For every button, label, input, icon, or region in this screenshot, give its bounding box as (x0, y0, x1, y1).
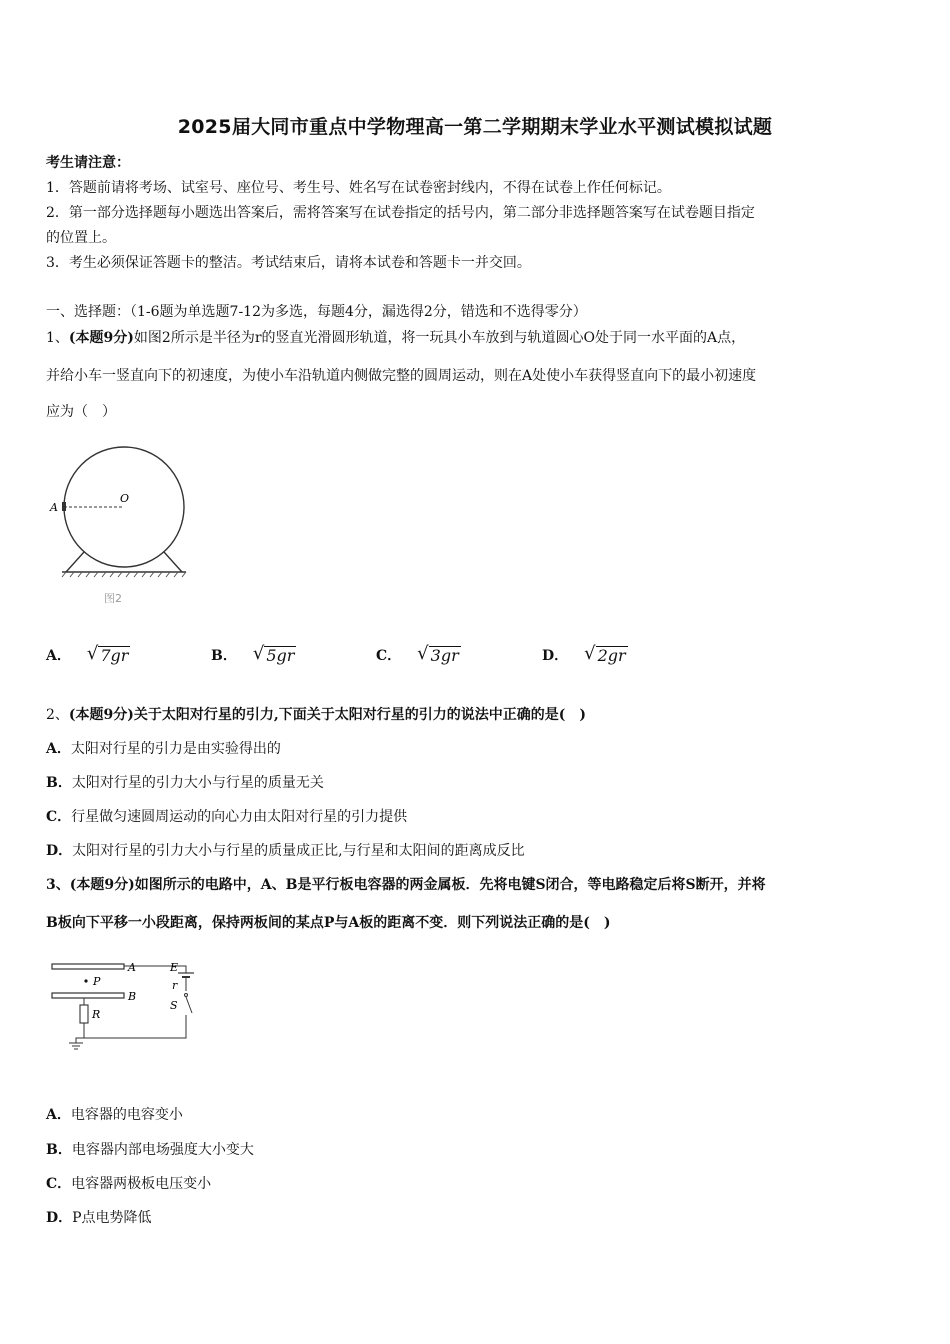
option-label: C． (46, 809, 72, 825)
q1-number: 1、 (46, 330, 69, 346)
q3-option-c[interactable] (46, 1173, 211, 1193)
section-heading: 一、选择题：（1-6题为单选题7-12为多选，每题4分，漏选得2分，错选和不选得零分） (46, 304, 587, 320)
option-label: D． (542, 648, 569, 664)
option-text: 行星做匀速圆周运动的向心力由太阳对行星的引力提供 (71, 809, 408, 825)
q2-stem (46, 704, 586, 724)
notice-heading: 考生请注意： (46, 155, 130, 171)
option-text: 太阳对行星的引力是由实验得出的 (70, 741, 281, 757)
option-label: A． (46, 1107, 71, 1123)
option-text: 电容器内部电场强度大小变大 (71, 1142, 254, 1158)
q1-score: (本题9分) (68, 330, 134, 346)
notice-item: 2．第一部分选择题每小题选出答案后，需将答案写在试卷指定的括号内，第二部分非选择题答案写在试卷题目指定 (46, 205, 755, 221)
notice-item: 的位置上。 (46, 230, 116, 246)
sqrt-expression: √ 7gr (86, 643, 129, 666)
q3-line-1 (46, 874, 766, 894)
label-A: A (50, 501, 58, 514)
support-right (164, 552, 182, 572)
option-label: A． (46, 741, 71, 757)
label-r: r (172, 979, 178, 992)
option-text: P点电势降低 (72, 1210, 152, 1226)
wire-R-ground (76, 1023, 84, 1043)
q1-option-a[interactable] (46, 645, 130, 665)
label-S: S (170, 999, 178, 1012)
ground-hatching (62, 572, 186, 577)
ground-symbol (69, 1043, 83, 1049)
radicand: 2gr (597, 646, 626, 666)
q1-option-d[interactable] (542, 645, 628, 665)
q2-question: 关于太阳对行星的引力,下面关于太阳对行星的引力的说法中正确的是( ) (133, 707, 587, 723)
q3-circuit-figure (44, 955, 204, 1060)
q1-figure (44, 440, 194, 610)
q2-option-b[interactable] (46, 772, 324, 792)
label-P: P (93, 975, 101, 988)
option-text: 太阳对行星的引力大小与行星的质量无关 (71, 775, 324, 791)
q1-line-1 (46, 327, 745, 347)
notice-item: 3．考生必须保证答题卡的整洁。考试结束后，请将本试卷和答题卡一并交回。 (46, 255, 531, 271)
switch-S (186, 997, 192, 1013)
option-text: 电容器两极板电压变小 (71, 1176, 212, 1192)
q2-option-a[interactable] (46, 738, 281, 758)
plate-B (52, 993, 124, 998)
plate-A (52, 964, 124, 969)
q2-option-c[interactable] (46, 806, 407, 826)
page-title: 2025届大同市重点中学物理高一第二学期期末学业水平测试模拟试题 (177, 116, 773, 138)
q1-option-c[interactable] (376, 645, 461, 665)
radicand: 3gr (430, 646, 459, 666)
toy-car (62, 502, 66, 511)
q3-line-2: B板向下平移一小段距离，保持两板间的某点P与A板的距离不变．则下列说法正确的是( ) (46, 915, 611, 931)
label-O: O (120, 492, 130, 505)
q2-score: (本题9分) (68, 707, 134, 723)
q2-number: 2、 (46, 707, 69, 723)
label-A: A (128, 961, 136, 974)
option-label: D． (46, 843, 73, 859)
option-text: 太阳对行星的引力大小与行星的质量成正比,与行星和太阳间的距离成反比 (72, 843, 525, 859)
q3-number: 3、 (46, 877, 70, 893)
option-label: B． (46, 1142, 72, 1158)
q1-line-2: 并给小车一竖直向下的初速度，为使小车沿轨道内侧做完整的圆周运动，则在A处使小车获得竖直向下的最小初速度 (46, 368, 757, 384)
option-label: C． (376, 648, 402, 664)
option-text: 电容器的电容变小 (70, 1107, 183, 1123)
radicand: 5gr (266, 646, 295, 666)
resistor-R (80, 1005, 88, 1023)
q3-option-d[interactable] (46, 1207, 152, 1227)
notice-item: 1．答题前请将考场、试室号、座位号、考生号、姓名写在试卷密封线内，不得在试卷上作任何标记。 (46, 180, 671, 196)
option-label: C． (46, 1176, 72, 1192)
q2-option-d[interactable] (46, 840, 525, 860)
option-label: B． (211, 648, 237, 664)
q3-option-b[interactable] (46, 1139, 254, 1159)
support-left (66, 552, 84, 572)
point-P (84, 979, 87, 982)
q3-stem: 如图所示的电路中，A、B是平行板电容器的两金属板．先将电键S闭合，等电路稳定后将S断开，并将 (134, 877, 766, 893)
label-E: E (170, 961, 179, 974)
label-B: B (128, 990, 137, 1003)
option-label: D． (46, 1210, 73, 1226)
sqrt-expression: √ 3gr (417, 643, 459, 666)
sqrt-expression: √ 2gr (584, 643, 626, 666)
radicand: 7gr (100, 646, 129, 666)
q3-option-a[interactable] (46, 1104, 183, 1124)
option-label: B． (46, 775, 72, 791)
option-label: A． (46, 648, 71, 664)
sqrt-expression: √ 5gr (252, 643, 295, 666)
label-R: R (92, 1008, 101, 1021)
q1-option-b[interactable] (211, 645, 296, 665)
figure-caption: 图2 (104, 592, 122, 605)
q1-line-3: 应为（ ） (46, 404, 116, 420)
q3-score: (本题9分) (69, 877, 135, 893)
q1-stem: 如图2所示是半径为r的竖直光滑圆形轨道，将一玩具小车放到与轨道圆心O处于同一水平面的A点， (133, 330, 746, 346)
